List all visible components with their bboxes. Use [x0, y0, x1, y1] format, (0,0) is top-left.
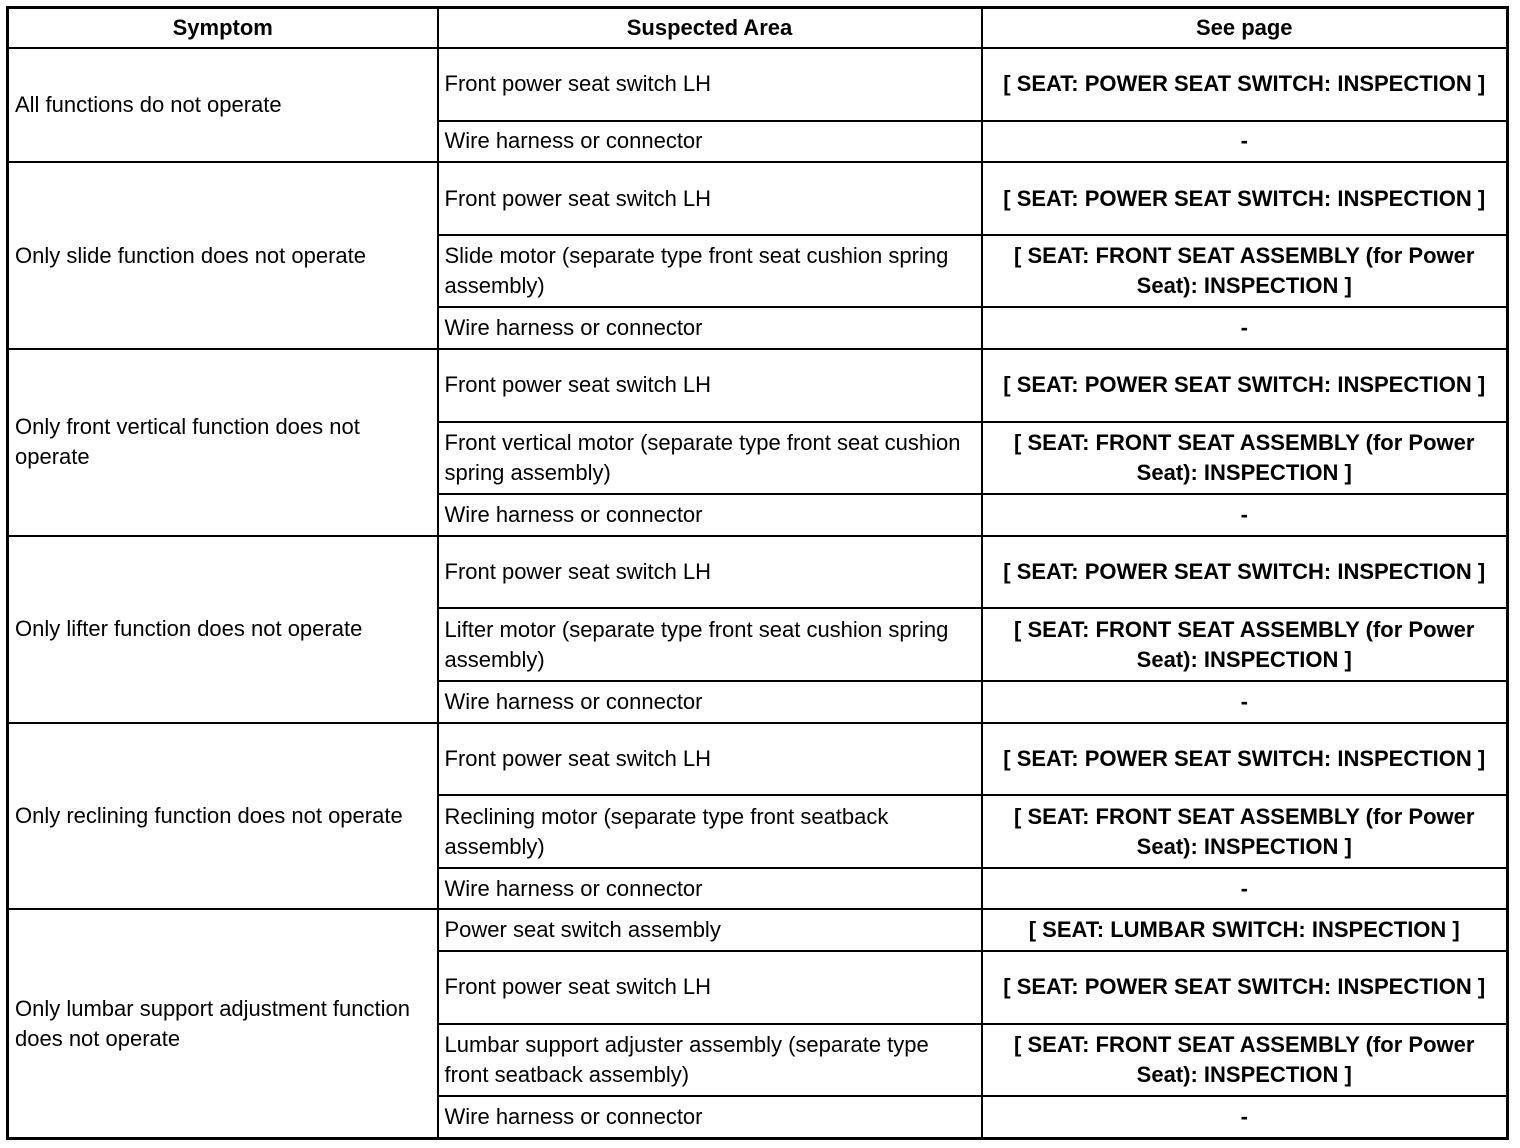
- area-cell: Front vertical motor (separate type front seat cushion spring assembly): [438, 422, 982, 495]
- area-cell: Wire harness or connector: [438, 121, 982, 163]
- area-cell: Front power seat switch LH: [438, 162, 982, 235]
- area-cell: Power seat switch assembly: [438, 909, 982, 951]
- symptom-cell: Only slide function does not operate: [8, 162, 438, 349]
- area-cell: Front power seat switch LH: [438, 536, 982, 609]
- table-row: [8, 349, 1508, 422]
- symptom-table: [6, 6, 1509, 1140]
- page-reference-link[interactable]: [ SEAT: POWER SEAT SWITCH: INSPECTION ]: [982, 536, 1508, 609]
- table-row: [8, 909, 1508, 951]
- page-reference-empty: -: [982, 121, 1508, 163]
- page-reference-link[interactable]: [ SEAT: POWER SEAT SWITCH: INSPECTION ]: [982, 723, 1508, 796]
- symptom-cell: Only lumbar support adjustment function does not operate: [8, 909, 438, 1138]
- area-cell: Wire harness or connector: [438, 681, 982, 723]
- header-suspected-area: Suspected Area: [438, 8, 982, 49]
- page-reference-link[interactable]: [ SEAT: POWER SEAT SWITCH: INSPECTION ]: [982, 48, 1508, 121]
- page-reference-empty: -: [982, 681, 1508, 723]
- area-cell: Front power seat switch LH: [438, 48, 982, 121]
- page-reference-empty: -: [982, 494, 1508, 536]
- area-cell: Front power seat switch LH: [438, 349, 982, 422]
- page-reference-empty: -: [982, 307, 1508, 349]
- area-cell: Wire harness or connector: [438, 307, 982, 349]
- page-reference-link[interactable]: [ SEAT: FRONT SEAT ASSEMBLY (for Power Seat): INSPECTION ]: [982, 608, 1508, 681]
- page-reference-link[interactable]: [ SEAT: FRONT SEAT ASSEMBLY (for Power Seat): INSPECTION ]: [982, 1024, 1508, 1097]
- area-cell: Slide motor (separate type front seat cushion spring assembly): [438, 235, 982, 308]
- page-reference-link[interactable]: [ SEAT: POWER SEAT SWITCH: INSPECTION ]: [982, 951, 1508, 1024]
- area-cell: Front power seat switch LH: [438, 951, 982, 1024]
- area-cell: Reclining motor (separate type front seatback assembly): [438, 795, 982, 868]
- symptom-cell: Only lifter function does not operate: [8, 536, 438, 723]
- area-cell: Wire harness or connector: [438, 868, 982, 910]
- page-reference-link[interactable]: [ SEAT: POWER SEAT SWITCH: INSPECTION ]: [982, 162, 1508, 235]
- page-reference-empty: -: [982, 1096, 1508, 1138]
- area-cell: Wire harness or connector: [438, 1096, 982, 1138]
- page-reference-link[interactable]: [ SEAT: FRONT SEAT ASSEMBLY (for Power Seat): INSPECTION ]: [982, 422, 1508, 495]
- header-row: [8, 8, 1508, 49]
- page-reference-link[interactable]: [ SEAT: POWER SEAT SWITCH: INSPECTION ]: [982, 349, 1508, 422]
- table-row: [8, 48, 1508, 121]
- page-reference-empty: -: [982, 868, 1508, 910]
- table-row: [8, 536, 1508, 609]
- page-reference-link[interactable]: [ SEAT: FRONT SEAT ASSEMBLY (for Power Seat): INSPECTION ]: [982, 235, 1508, 308]
- area-cell: Lifter motor (separate type front seat cushion spring assembly): [438, 608, 982, 681]
- area-cell: Lumbar support adjuster assembly (separate type front seatback assembly): [438, 1024, 982, 1097]
- symptom-cell: Only front vertical function does not operate: [8, 349, 438, 536]
- symptom-cell: Only reclining function does not operate: [8, 723, 438, 910]
- area-cell: Front power seat switch LH: [438, 723, 982, 796]
- header-symptom: Symptom: [8, 8, 438, 49]
- symptom-cell: All functions do not operate: [8, 48, 438, 162]
- header-see-page: See page: [982, 8, 1508, 49]
- area-cell: Wire harness or connector: [438, 494, 982, 536]
- page-reference-link[interactable]: [ SEAT: LUMBAR SWITCH: INSPECTION ]: [982, 909, 1508, 951]
- table-row: [8, 723, 1508, 796]
- table-row: [8, 162, 1508, 235]
- page-reference-link[interactable]: [ SEAT: FRONT SEAT ASSEMBLY (for Power Seat): INSPECTION ]: [982, 795, 1508, 868]
